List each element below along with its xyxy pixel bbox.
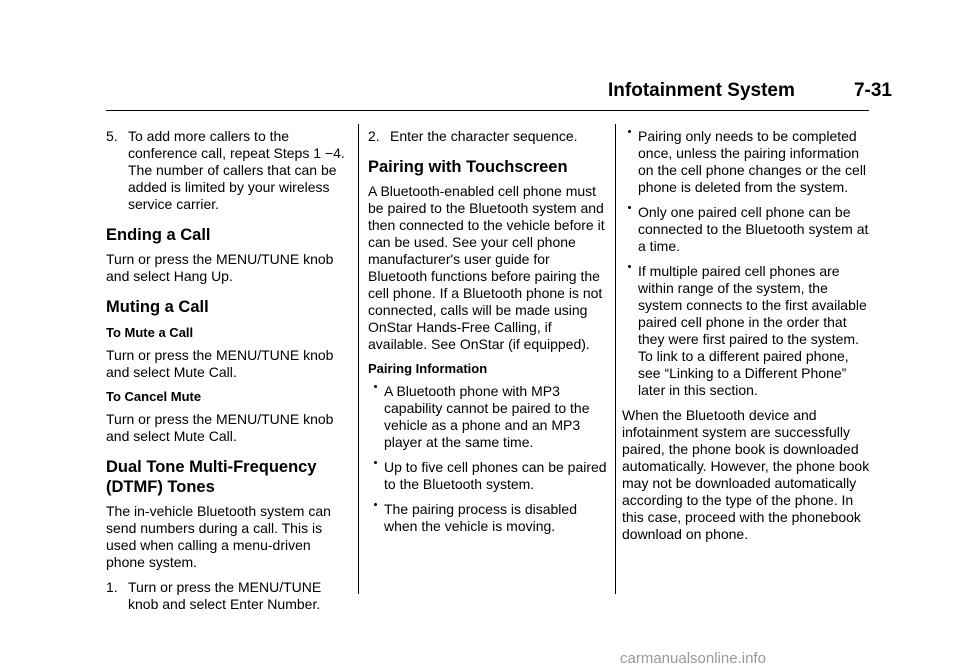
section-title: Infotainment System — [608, 80, 795, 101]
step-1 — [106, 579, 352, 613]
to-mute-text: Turn or press the MENU/TUNE knob and select Mute Call. — [106, 347, 334, 380]
bullet-icon — [368, 501, 384, 535]
page-header — [608, 80, 892, 102]
heading-ending-a-call: Ending a Call — [106, 226, 211, 244]
bullet-text: Up to five cell phones can be paired to the Bluetooth system. — [384, 459, 607, 492]
bullet-item — [368, 459, 610, 493]
page-number: 7-31 — [853, 80, 892, 101]
cancel-mute-text: Turn or press the MENU/TUNE knob and select Mute Call. — [106, 411, 334, 444]
pairing-text: A Bluetooth-enabled cell phone must be paired to the Bluetooth system and then connected to the vehicle before it can be used. See your cell phone manufacturer's user guide for Bluetooth functions before pairing the cell phone. If a Bluetooth phone is not connected, calls will be made using OnStar Hands-Free Calling, if available. See OnStar (if equipped). — [368, 183, 605, 352]
step-text: Turn or press the MENU/TUNE knob and select Enter Number. — [128, 579, 322, 612]
bullet-icon — [622, 128, 638, 196]
bullet-item — [622, 263, 870, 399]
subheading-to-mute: To Mute a Call — [106, 325, 194, 340]
subheading-pairing-information: Pairing Information — [368, 361, 488, 376]
dtmf-text: The in-vehicle Bluetooth system can send numbers during a call. This is used when calling a menu-driven phone system. — [106, 503, 331, 570]
step-number: 1. — [106, 579, 118, 595]
column-3 — [622, 128, 870, 551]
bullet-icon — [622, 204, 638, 255]
bullet-item — [622, 128, 870, 196]
bullet-icon — [622, 263, 638, 399]
step-5 — [106, 128, 352, 213]
header-rule — [106, 110, 869, 111]
bullet-item — [622, 204, 870, 255]
bullet-text: If multiple paired cell phones are within range of the system, the system connects to the first available paired cell phone in the order that they were first paired to the system. To link to a different paired phone, see “Linking to a Different Phone” later in this section. — [638, 263, 867, 398]
heading-pairing-with-touchscreen: Pairing with Touchscreen — [368, 158, 568, 176]
bullet-text: The pairing process is disabled when the vehicle is moving. — [384, 501, 577, 534]
subheading-cancel-mute: To Cancel Mute — [106, 389, 202, 404]
column-1 — [106, 128, 352, 621]
step-number: 5. — [106, 128, 118, 144]
ending-a-call-text: Turn or press the MENU/TUNE knob and select Hang Up. — [106, 251, 334, 284]
heading-dtmf-tones: Dual Tone Multi-Frequency (DTMF) Tones — [106, 458, 317, 496]
column-2 — [368, 128, 610, 543]
closing-text: When the Bluetooth device and infotainment system are successfully paired, the phone book is downloaded automatically. However, the phone book may not be downloaded automatically according to the type of the phone. In this case, proceed with the phonebook download on phone. — [622, 407, 870, 542]
bullet-icon — [368, 459, 384, 493]
step-text: To add more callers to the conference call, repeat Steps 1 −4. The number of callers that can be added is limited by your wireless service carrier. — [128, 128, 345, 212]
bullet-icon — [368, 383, 384, 451]
step-number: 2. — [368, 128, 380, 144]
bullet-item — [368, 501, 610, 535]
bullet-text: A Bluetooth phone with MP3 capability cannot be paired to the vehicle as a phone and an MP3 player at the same time. — [384, 383, 590, 450]
heading-muting-a-call: Muting a Call — [106, 298, 209, 316]
bullet-text: Pairing only needs to be completed once, unless the pairing information on the cell phone changes or the cell phone is deleted from the system. — [638, 128, 867, 195]
bullet-item — [368, 383, 610, 451]
watermark: carmanualsonline.info — [620, 650, 766, 667]
step-2 — [368, 128, 610, 145]
step-text: Enter the character sequence. — [390, 128, 578, 144]
bullet-text: Only one paired cell phone can be connected to the Bluetooth system at a time. — [638, 204, 869, 254]
column-divider-1 — [358, 124, 359, 594]
column-divider-2 — [615, 124, 616, 594]
